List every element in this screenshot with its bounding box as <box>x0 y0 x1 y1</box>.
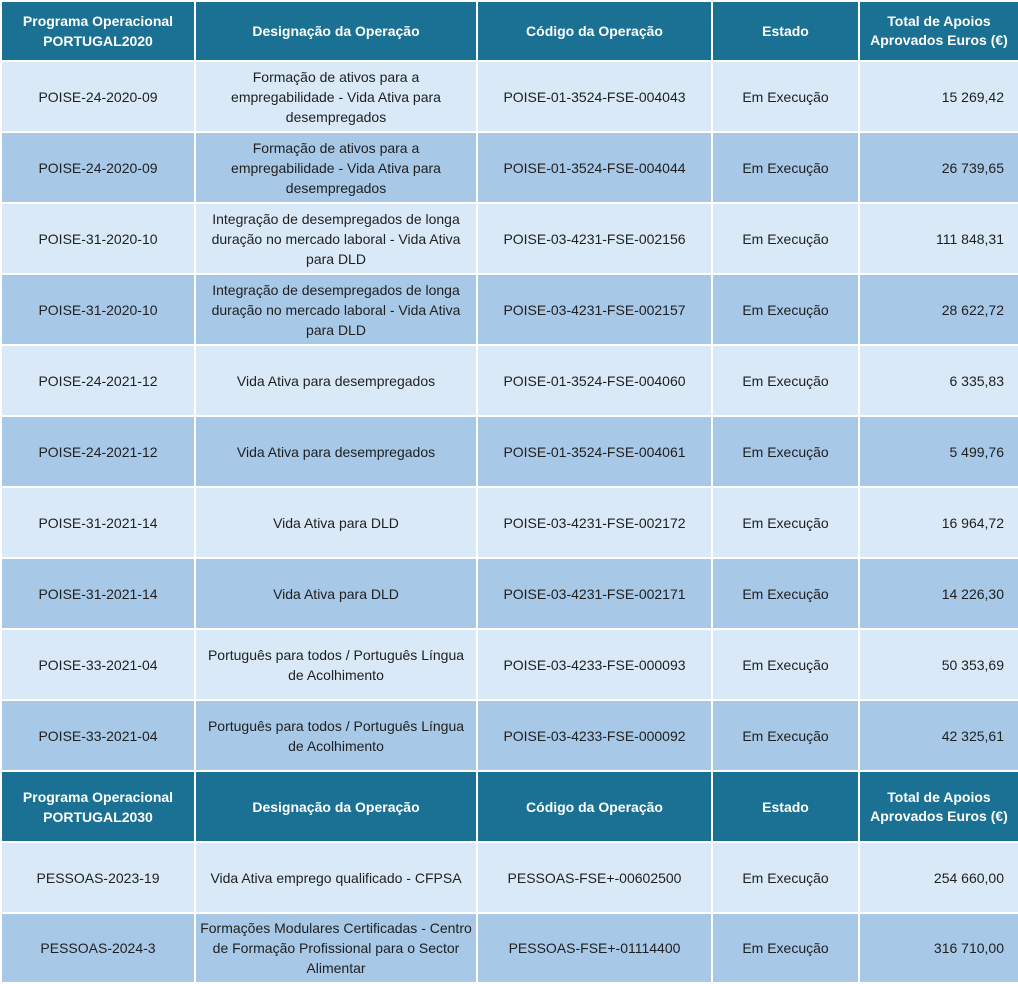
cell-status <box>712 629 859 700</box>
cell-code <box>477 842 712 913</box>
cell-program <box>1 132 195 203</box>
cell-program-text: POISE-24-2020-09 <box>38 88 158 105</box>
table-row <box>1 558 1018 629</box>
cell-status-text: Em Execução <box>742 372 829 389</box>
cell-program <box>1 61 195 132</box>
cell-designation <box>195 203 477 274</box>
cell-status <box>712 274 859 345</box>
cell-status <box>712 345 859 416</box>
cell-designation-text: Vida Ativa para desempregados <box>236 372 436 389</box>
header-designation <box>195 771 477 842</box>
cell-total <box>859 913 1018 983</box>
cell-program <box>1 842 195 913</box>
cell-total-text: 316 710,00 <box>933 940 1004 956</box>
cell-program-text: POISE-31-2021-14 <box>38 514 158 531</box>
header-designation <box>195 1 477 61</box>
cell-designation <box>195 629 477 700</box>
cell-designation-text: Formações Modulares Certificadas - Centro de Formação Profissional para o Sector Alimentar <box>200 920 472 976</box>
header-total-text: Total de Apoios Aprovados Euros (€) <box>870 788 1008 824</box>
header-program <box>1 1 195 61</box>
cell-total-text: 42 325,61 <box>941 727 1004 744</box>
cell-total-text: 50 353,69 <box>941 656 1004 673</box>
cell-status <box>712 842 859 913</box>
cell-designation <box>195 842 477 913</box>
cell-code <box>477 203 712 274</box>
cell-designation <box>195 416 477 487</box>
cell-program <box>1 487 195 558</box>
cell-designation <box>195 487 477 558</box>
table-row <box>1 416 1018 487</box>
cell-code <box>477 132 712 203</box>
cell-program-text: POISE-33-2021-04 <box>38 727 158 744</box>
cell-program-text: POISE-31-2020-10 <box>38 230 158 247</box>
cell-status <box>712 913 859 983</box>
cell-code-text: POISE-03-4231-FSE-002171 <box>503 585 686 602</box>
cell-code-text: POISE-01-3524-FSE-004043 <box>503 88 686 105</box>
cell-status-text: Em Execução <box>742 230 829 247</box>
cell-designation-text: Vida Ativa para DLD <box>273 514 399 531</box>
cell-total <box>859 345 1018 416</box>
table-row <box>1 913 1018 983</box>
cell-designation-text: Integração de desempregados de longa duração no mercado laboral - Vida Ativa para DLD <box>211 281 461 338</box>
cell-status-text: Em Execução <box>742 727 829 744</box>
header-program-text: Programa Operacional PORTUGAL2020 <box>22 13 174 49</box>
cell-designation-text: Vida Ativa para DLD <box>273 585 399 602</box>
cell-code <box>477 274 712 345</box>
table-row <box>1 203 1018 274</box>
cell-code-text: POISE-03-4233-FSE-000093 <box>503 656 686 673</box>
cell-total-text: 26 739,65 <box>941 159 1004 176</box>
cell-code-text: PESSOAS-FSE+-01114400 <box>508 940 681 956</box>
table-header-row <box>1 1 1018 61</box>
header-total <box>859 1 1018 61</box>
cell-status <box>712 416 859 487</box>
cell-code <box>477 629 712 700</box>
cell-code-text: PESSOAS-FSE+-00602500 <box>507 869 682 886</box>
cell-designation-text: Vida Ativa emprego qualificado - CFPSA <box>210 869 462 886</box>
cell-designation-text: Formação de ativos para a empregabilidade - Vida Ativa para desempregados <box>231 139 441 196</box>
cell-code-text: POISE-03-4231-FSE-002172 <box>503 514 686 531</box>
cell-code <box>477 61 712 132</box>
header-code-text: Código da Operação <box>526 23 663 39</box>
cell-status-text: Em Execução <box>742 301 829 318</box>
cell-program-text: POISE-24-2021-12 <box>38 443 158 460</box>
cell-designation <box>195 61 477 132</box>
cell-total <box>859 416 1018 487</box>
cell-total <box>859 487 1018 558</box>
cell-status <box>712 558 859 629</box>
header-status-text: Estado <box>762 23 809 39</box>
table-row <box>1 274 1018 345</box>
cell-program-text: POISE-24-2021-12 <box>38 372 158 389</box>
cell-program <box>1 558 195 629</box>
cell-total <box>859 61 1018 132</box>
cell-status-text: Em Execução <box>742 940 829 956</box>
cell-code-text: POISE-01-3524-FSE-004044 <box>503 159 686 176</box>
cell-total <box>859 558 1018 629</box>
cell-total <box>859 629 1018 700</box>
cell-status <box>712 61 859 132</box>
header-designation-text: Designação da Operação <box>252 798 420 815</box>
cell-status-text: Em Execução <box>742 443 829 460</box>
header-status <box>712 1 859 61</box>
header-status <box>712 771 859 842</box>
cell-status <box>712 203 859 274</box>
header-code <box>477 1 712 61</box>
cell-code-text: POISE-01-3524-FSE-004061 <box>503 443 686 460</box>
cell-program-text: POISE-33-2021-04 <box>38 656 158 673</box>
cell-code <box>477 913 712 983</box>
cell-code-text: POISE-03-4231-FSE-002156 <box>503 230 686 247</box>
cell-program <box>1 345 195 416</box>
cell-designation <box>195 132 477 203</box>
table-row <box>1 345 1018 416</box>
cell-code <box>477 487 712 558</box>
table-row <box>1 700 1018 771</box>
cell-designation-text: Formação de ativos para a empregabilidade - Vida Ativa para desempregados <box>231 68 441 125</box>
cell-total-text: 16 964,72 <box>941 514 1004 531</box>
cell-status-text: Em Execução <box>742 656 829 673</box>
cell-program-text: POISE-31-2020-10 <box>38 301 158 318</box>
header-total-text: Total de Apoios Aprovados Euros (€) <box>870 13 1008 48</box>
cell-total-text: 5 499,76 <box>949 443 1004 460</box>
cell-total <box>859 842 1018 913</box>
header-code-text: Código da Operação <box>526 798 663 815</box>
cell-designation <box>195 558 477 629</box>
cell-code-text: POISE-01-3524-FSE-004060 <box>503 372 686 389</box>
table-header-row <box>1 771 1018 842</box>
cell-total-text: 254 660,00 <box>933 869 1004 886</box>
cell-status-text: Em Execução <box>742 585 829 602</box>
cell-total-text: 28 622,72 <box>941 301 1004 318</box>
cell-designation-text: Português para todos / Português Língua de Acolhimento <box>207 717 465 754</box>
cell-code <box>477 558 712 629</box>
cell-code-text: POISE-03-4233-FSE-000092 <box>503 727 686 744</box>
cell-designation <box>195 700 477 771</box>
cell-total-text: 14 226,30 <box>941 585 1004 602</box>
cell-designation-text: Vida Ativa para desempregados <box>236 443 436 460</box>
cell-total <box>859 700 1018 771</box>
cell-total-text: 111 848,31 <box>936 230 1004 247</box>
cell-total <box>859 132 1018 203</box>
cell-program-text: POISE-31-2021-14 <box>38 585 158 602</box>
cell-program-text: PESSOAS-2023-19 <box>36 869 160 886</box>
table-row <box>1 487 1018 558</box>
cell-program-text: POISE-24-2020-09 <box>38 159 158 176</box>
cell-program <box>1 274 195 345</box>
cell-code-text: POISE-03-4231-FSE-002157 <box>503 301 686 318</box>
cell-status-text: Em Execução <box>742 88 829 105</box>
cell-program <box>1 700 195 771</box>
header-program-text: Programa Operacional PORTUGAL2030 <box>22 788 174 825</box>
header-program <box>1 771 195 842</box>
cell-designation-text: Português para todos / Português Língua de Acolhimento <box>207 646 465 683</box>
cell-status <box>712 487 859 558</box>
cell-program-text: PESSOAS-2024-3 <box>40 940 156 956</box>
table-row <box>1 132 1018 203</box>
cell-program <box>1 913 195 983</box>
cell-total <box>859 274 1018 345</box>
cell-program <box>1 416 195 487</box>
cell-total-text: 6 335,83 <box>949 372 1004 389</box>
cell-status <box>712 132 859 203</box>
cell-total-text: 15 269,42 <box>941 88 1004 105</box>
header-total <box>859 771 1018 842</box>
table-row <box>1 629 1018 700</box>
cell-code <box>477 700 712 771</box>
cell-code <box>477 416 712 487</box>
header-code <box>477 771 712 842</box>
cell-designation <box>195 274 477 345</box>
cell-code <box>477 345 712 416</box>
cell-program <box>1 629 195 700</box>
table-row <box>1 61 1018 132</box>
cell-total <box>859 203 1018 274</box>
cell-status-text: Em Execução <box>742 869 829 886</box>
header-designation-text: Designação da Operação <box>252 23 420 39</box>
table-row <box>1 842 1018 913</box>
cell-designation <box>195 913 477 983</box>
cell-status-text: Em Execução <box>742 514 829 531</box>
cell-designation-text: Integração de desempregados de longa duração no mercado laboral - Vida Ativa para DLD <box>211 210 461 267</box>
cell-designation <box>195 345 477 416</box>
cell-program <box>1 203 195 274</box>
header-status-text: Estado <box>762 798 809 815</box>
cell-status-text: Em Execução <box>742 159 829 176</box>
cell-status <box>712 700 859 771</box>
